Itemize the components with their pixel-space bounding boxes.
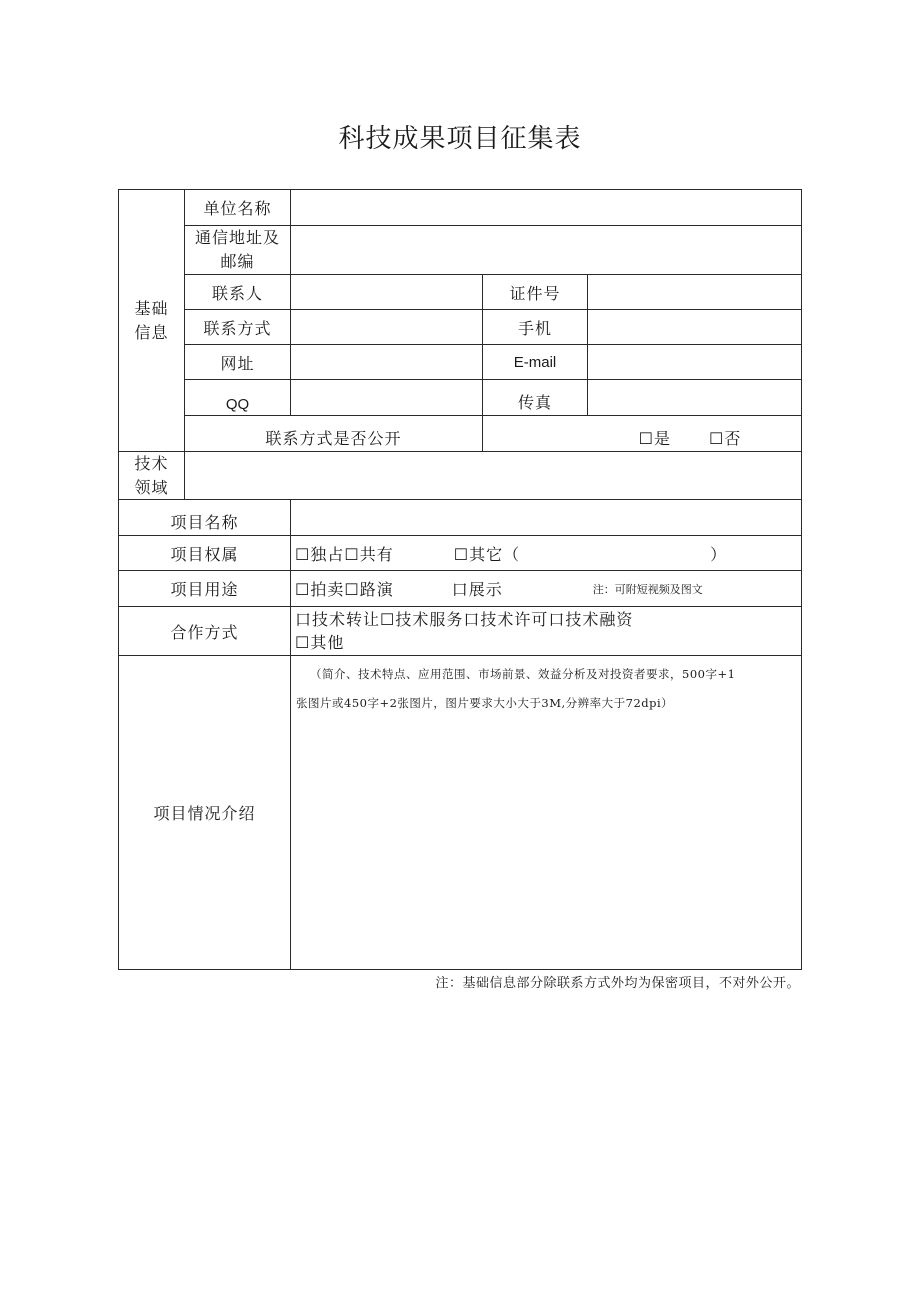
fax-field[interactable]	[587, 379, 802, 416]
tech-field-label	[118, 451, 185, 500]
contact-public-options	[482, 415, 802, 452]
usage-options	[290, 570, 802, 607]
cooperation-options-line1[interactable]: 口技术转让☐技术服务口技术许可口技术融资	[295, 610, 634, 629]
contact-public-question-text: 联系方式是否公开	[265, 429, 402, 448]
project-name-label-text: 项目名称	[170, 513, 239, 532]
cooperation-other-checkbox[interactable]: ☐其他	[295, 633, 345, 652]
ownership-shared-checkbox[interactable]: ☐共有	[344, 544, 394, 564]
ownership-exclusive-checkbox[interactable]: ☐独占	[295, 544, 345, 564]
unit-name-label-text: 单位名称	[203, 199, 272, 218]
description-hint	[296, 660, 796, 718]
public-yes-checkbox[interactable]: ☐是	[638, 429, 671, 448]
description-hint-line2: 张图片或450字+2张图片，图片要求大小大于3M,分辨率大于72dpi）	[296, 696, 674, 710]
footnote: 注：基础信息部分除联系方式外均为保密项目，不对外公开。	[435, 976, 800, 991]
contact-method-label-text: 联系方式	[203, 318, 272, 338]
website-label-text: 网址	[220, 353, 255, 373]
unit-name-field[interactable]	[290, 189, 802, 226]
contact-method-field[interactable]	[290, 309, 483, 345]
project-name-label	[118, 499, 291, 536]
qq-field[interactable]	[290, 379, 483, 416]
mobile-label	[482, 309, 588, 345]
description-hint-line1: （简介、技术特点、应用范围、市场前景、效益分析及对投资者要求，500字+1	[310, 667, 736, 681]
ownership-options	[290, 535, 802, 571]
cooperation-label-text: 合作方式	[170, 622, 239, 642]
contact-person-label-text: 联系人	[211, 283, 263, 303]
email-label	[482, 344, 588, 380]
qq-label	[184, 379, 291, 416]
id-number-label	[482, 274, 588, 310]
usage-exhibition-checkbox[interactable]: 口展示	[451, 580, 503, 599]
tech-field-field[interactable]	[184, 451, 802, 500]
basic-info-label-text: 基础信息	[134, 298, 169, 342]
cooperation-label	[118, 606, 291, 656]
address-label-text: 通信地址及邮编	[194, 228, 280, 271]
usage-label	[118, 570, 291, 607]
usage-auction-checkbox[interactable]: ☐拍卖	[295, 580, 345, 599]
ownership-other-checkbox[interactable]: ☐其它（	[453, 544, 521, 564]
contact-public-question	[184, 415, 483, 452]
contact-method-label	[184, 309, 291, 345]
website-label	[184, 344, 291, 380]
ownership-other-close: ）	[710, 544, 728, 564]
email-field[interactable]	[587, 344, 802, 380]
contact-person-label	[184, 274, 291, 310]
tech-field-label-text: 技术领域	[134, 453, 169, 497]
fax-label-text: 传真	[517, 393, 552, 412]
contact-person-field[interactable]	[290, 274, 483, 310]
project-name-field[interactable]	[290, 499, 802, 536]
id-number-field[interactable]	[587, 274, 802, 310]
public-no-checkbox[interactable]: ☐否	[709, 429, 742, 448]
ownership-label-text: 项目权属	[170, 544, 239, 564]
mobile-label-text: 手机	[517, 318, 552, 338]
basic-info-section-label	[118, 189, 185, 452]
id-number-label-text: 证件号	[509, 283, 561, 303]
website-field[interactable]	[290, 344, 483, 380]
usage-note: 注：可附短视频及图文	[592, 582, 703, 596]
fax-label	[482, 379, 588, 416]
form-title: 科技成果项目征集表	[338, 124, 582, 154]
qq-label-text: QQ	[225, 396, 250, 413]
usage-label-text: 项目用途	[170, 580, 239, 599]
address-label	[184, 225, 291, 275]
ownership-label	[118, 535, 291, 571]
cooperation-options	[290, 606, 802, 656]
unit-name-label	[184, 189, 291, 226]
description-label	[118, 655, 291, 970]
address-field[interactable]	[290, 225, 802, 275]
email-label-text: E-mail	[513, 353, 557, 371]
usage-roadshow-checkbox[interactable]: ☐路演	[344, 580, 394, 599]
description-label-text: 项目情况介绍	[153, 804, 256, 823]
mobile-field[interactable]	[587, 309, 802, 345]
